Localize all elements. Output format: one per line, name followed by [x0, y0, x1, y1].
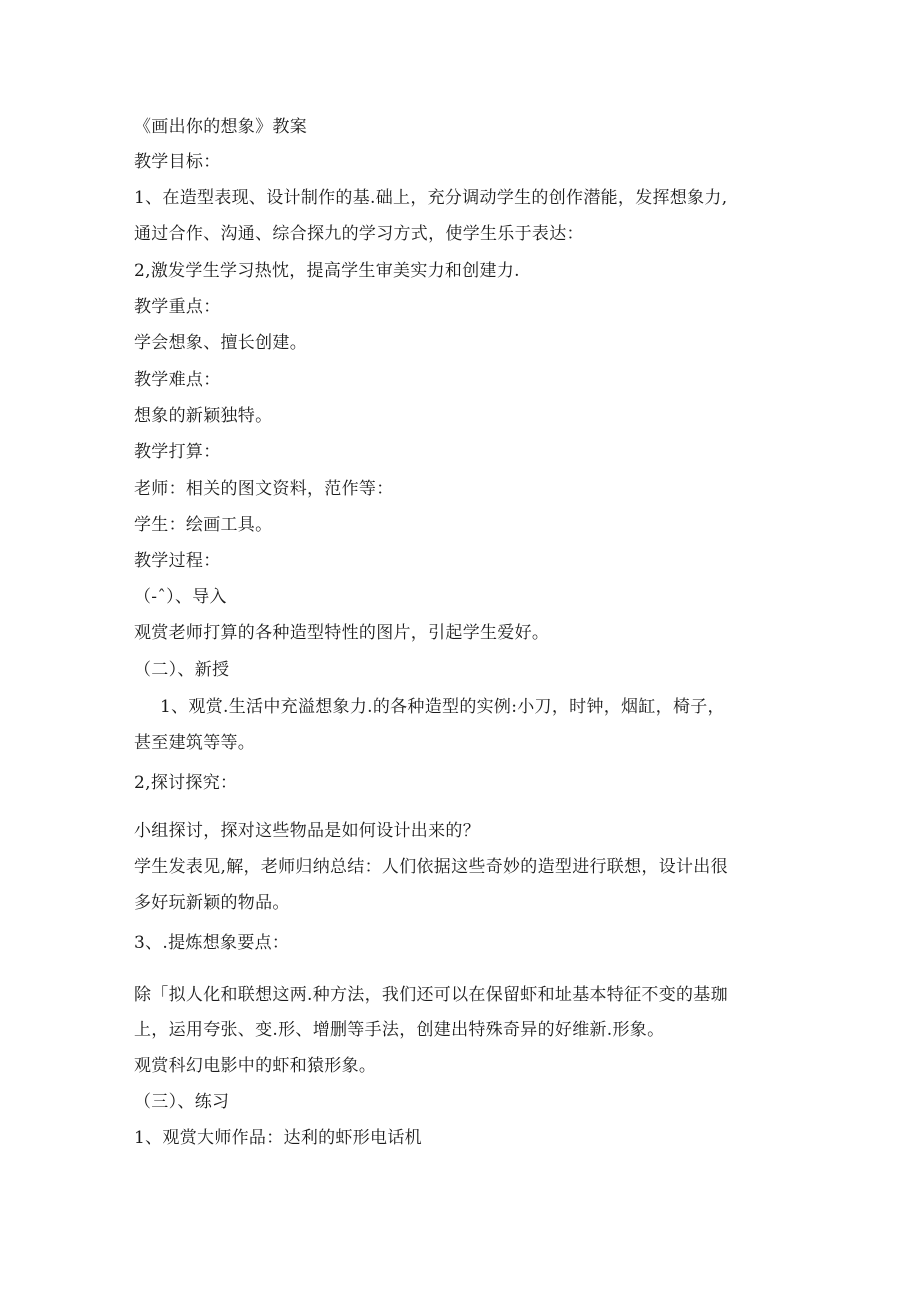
heading-key-points: 教学重点： — [134, 297, 221, 317]
heading-preparation: 教学打算： — [134, 442, 221, 462]
section-2-item-3-line-3: 观赏科幻电影中的虾和猿形象。 — [134, 1056, 377, 1076]
heading-teaching-goals: 教学目标： — [134, 152, 221, 172]
section-2-item-1-line-1: 1、观赏.生活中充溢想象力.的各种造型的实例:小刀，时钟，烟缸，椅子， — [160, 697, 725, 717]
section-3-title: （三）、练习 — [134, 1092, 230, 1112]
document-title: 《画出你的想象》教案 — [134, 117, 307, 137]
section-2-title: （二）、新授 — [134, 660, 230, 680]
preparation-student: 学生：绘画工具。 — [134, 515, 273, 535]
section-2-item-3-line-2: 上，运用夸张、变.形、增删等手法，创建出特殊奇异的好维新.形象。 — [134, 1020, 665, 1040]
difficulty-text: 想象的新颖独特。 — [134, 406, 273, 426]
section-1-text: 观赏老师打算的各种造型特性的图片，引起学生爱好。 — [134, 623, 550, 643]
key-point-text: 学会想象、擅长创建。 — [134, 333, 307, 353]
heading-process: 教学过程： — [134, 551, 221, 571]
section-2-item-1-line-2: 甚至建筑等等。 — [134, 733, 256, 753]
goal-2: 2,激发学生学习热忱，提高学生审美实力和创建力. — [134, 261, 520, 281]
section-2-item-2-text: 小组探讨，探对这些物品是如何设计出来的？ — [134, 821, 480, 841]
section-2-summary-line-2: 多好玩新颖的物品。 — [134, 893, 290, 913]
section-3-item-1: 1、观赏大师作品：达利的虾形电话机 — [134, 1128, 422, 1148]
section-2-item-2-title: 2,探讨探究： — [134, 773, 238, 793]
preparation-teacher: 老师：相关的图文资料，范作等： — [134, 479, 394, 499]
section-1-title: （-ˆ）、导入 — [134, 587, 227, 607]
goal-1-line-1: 1、在造型表现、设计制作的基.础上，充分调动学生的创作潜能，发挥想象力, — [134, 188, 728, 208]
section-2-summary-line-1: 学生发表见,解，老师归纳总结：人们依据这些奇妙的造型进行联想，设计出很 — [134, 857, 728, 877]
goal-1-line-2: 通过合作、沟通、综合探九的学习方式，使学生乐于表达： — [134, 224, 584, 244]
heading-difficulties: 教学难点： — [134, 370, 221, 390]
section-2-item-3-title: 3、.提炼想象要点： — [134, 933, 290, 953]
section-2-item-3-line-1: 除「拟人化和联想这两.种方法，我们还可以在保留虾和址基本特征不变的基珈 — [134, 985, 728, 1005]
